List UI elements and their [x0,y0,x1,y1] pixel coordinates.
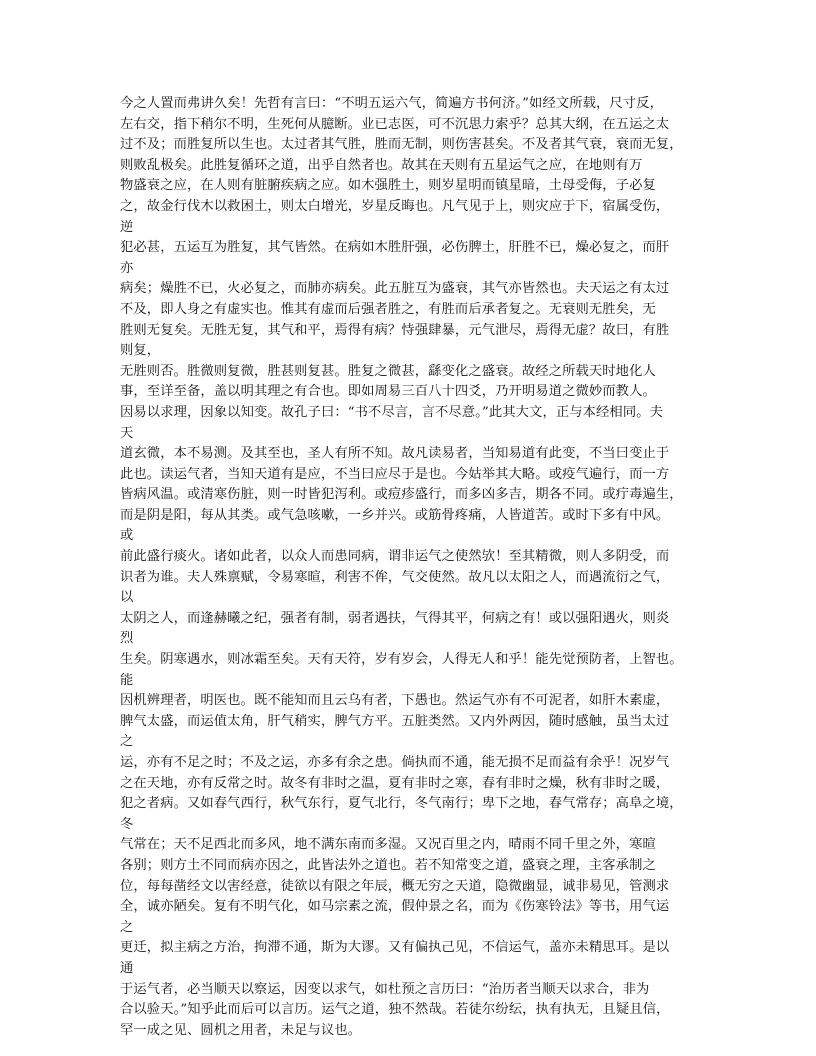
text-line: 则复， [120,343,161,359]
text-line: 合以验天。”知乎此而后可以言历。运气之道，独不然哉。若徒尔纷纭，执有执无，且疑且信， [120,1002,670,1018]
text-line: 皆病风温。或清寒伤脏，则一时皆犯泻利。或痘疹盛行，而多凶多吉，期各不同。或疔毒遍生， [120,487,683,503]
text-line: 或 [120,528,134,544]
text-line: 全，诚亦陋矣。复有不明气化，如马宗素之流，假仲景之名，而为《伤寒铃法》等书，用气运 [120,899,670,915]
text-line: 道玄微，本不易测。及其至也，圣人有所不知。故凡读易者，当知易道有此变，不当曰变止于 [120,446,670,462]
text-line: 逆 [120,219,134,235]
document-page [120,94,720,1041]
text-line: 能 [120,672,134,688]
text-line: 以 [120,590,134,606]
text-line: 犯之者病。又如春气西行，秋气东行，夏气北行，冬气南行；卑下之地，春气常存；高阜之境， [120,796,683,812]
text-line: 则败乱极矣。此胜复循环之道，出乎自然者也。故其在天则有五星运气之应，在地则有万 [120,157,643,173]
text-line: 因易以求理，因象以知变。故孔子曰：“书不尽言，言不尽意。”此其大文，正与本经相同。夫 [120,404,664,420]
text-line: 之，故金行伐木以救困土，则太白增光，岁星反晦也。凡气见于上，则灾应于下，宿属受伤， [120,198,670,214]
text-line: 事，至详至备，盖以明其理之有合也。即如周易三百八十四爻，乃开明易道之微妙而教人。 [120,384,656,400]
text-line: 不及，即人身之有虚实也。惟其有虚而后强者胜之，有胜而后承者复之。无衰则无胜矣，无 [120,301,656,317]
text-line: 前此盛行痰火。诸如此者，以众人而患同病，谓非运气之使然欤！至其精微，则人多阴受，而 [120,549,670,565]
text-line: 更迁，拟主病之方治，拘滞不通，斯为大谬。又有偏执己见，不信运气，盖亦未精思耳。是以 [120,940,670,956]
text-line: 今之人置而弗讲久矣！先哲有言曰：“不明五运六气，简遍方书何济。”如经文所载，尺寸反， [120,96,664,111]
text-line: 各别；则方土不同而病亦因之，此皆法外之道也。若不知常变之道，盛衰之理，主客承制之 [120,857,656,873]
text-line: 而是阴是阳，每从其类。或气急咳嗽，一乡并兴。或筋骨疼痛，人皆道苦。或时下多有中风。 [120,507,670,523]
text-line: 脾气太盛，而运值太角，肝气稍实，脾气方平。五脏类然。又内外两因，随时感触，虽当太过 [120,713,670,729]
text-line: 之 [120,919,134,935]
text-line: 于运气者，必当顺天以察运，因变以求气，如杜预之言历曰：“治历者当顺天以求合，非为 [120,981,650,997]
text-line: 胜则无复矣。无胜无复，其气和平，焉得有病？恃强肆暴，元气泄尽，焉得无虚？故曰，有胜 [120,322,670,338]
text-line: 冬 [120,816,134,832]
text-line: 亦 [120,260,134,276]
text-line: 因机辨理者，明医也。既不能知而且云乌有者，下愚也。然运气亦有不可泥者，如肝木素虚， [120,693,670,709]
text-line: 生矣。阴寒遇水，则冰霜至矣。天有天符，岁有岁会，人得无人和乎！能先觉预防者，上智也。 [120,652,683,668]
text-line: 识者为谁。夫人殊禀赋，令易寒暄，利害不侔，气交使然。故凡以太阳之人，而遇流衍之气， [120,569,670,585]
text-line: 病矣；燥胜不已，火必复之，而肺亦病矣。此五脏互为盛衰，其气亦皆然也。夫天运之有太过 [120,281,670,297]
text-line: 之在天地，亦有反常之时。故冬有非时之温，夏有非时之寒，春有非时之燥，秋有非时之暖， [120,775,670,791]
text-line: 无胜则否。胜微则复微，胜甚则复甚。胜复之微甚，繇变化之盛衰。故经之所载天时地化人 [120,363,656,379]
text-line: 天 [120,425,134,441]
text-line: 太阴之人，而逢赫曦之纪，强者有制，弱者遇扶，气得其平，何病之有！或以强阳遇火，则炎 [120,610,670,626]
text-line: 位，每每凿经文以害经意，徒欲以有限之年辰，概无穷之天道，隐微幽显，诚非易见，管测求 [120,878,670,894]
text-line: 运，亦有不足之时；不及之运，亦多有余之患。倘执而不通，能无损不足而益有余乎！况岁气 [120,755,670,770]
text-line: 左右交，指下稍尔不明，生死何从臆断。业已志医，可不沉思力索乎？总其大纲，在五运之太 [120,116,670,132]
text-line: 气常在；天不足西北而多风，地不满东南而多湿。又况百里之内，晴雨不同千里之外，寒暄 [120,837,656,853]
text-line: 之 [120,734,134,750]
text-line: 犯必甚，五运互为胜复，其气皆然。在病如木胜肝强，必伤脾土，肝胜不已，燥必复之，而肝 [120,240,670,256]
text-line: 此也。读运气者，当知天道有是应，不当曰应尽于是也。今姑举其大略。或疫气遍行，而一方 [120,466,670,482]
text-line: 通 [120,960,134,976]
text-line: 物盛衰之应，在人则有脏腑疾病之应。如木强胜土，则岁星明而镇星暗，土母受侮，子必复 [120,178,656,194]
text-line: 烈 [120,631,134,647]
text-line: 过不及；而胜复所以生也。太过者其气胜，胜而无制，则伤害甚矣。不及者其气衰，衰而无复， [120,137,683,153]
text-line: 罕一成之见、圆机之用者，未足与议也。 [120,1022,362,1038]
